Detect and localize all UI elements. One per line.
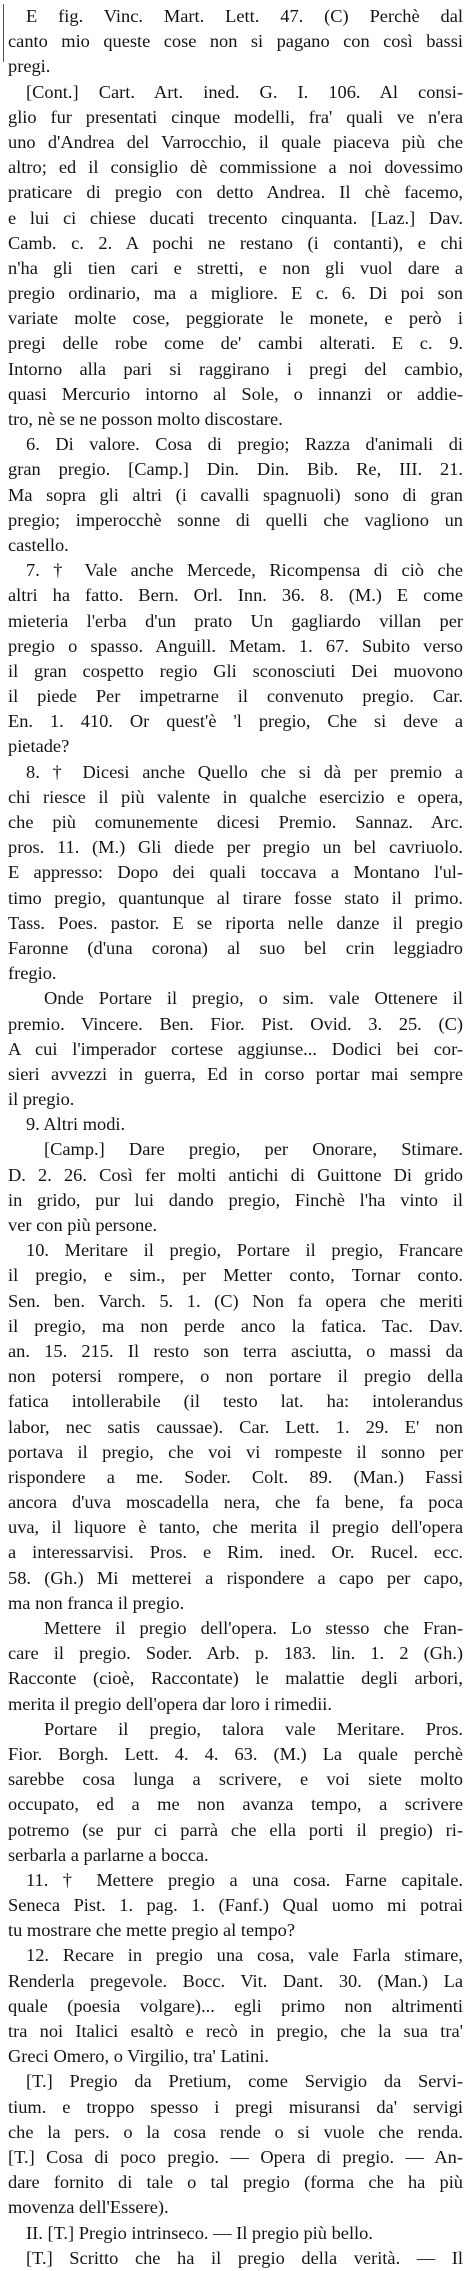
text-line: Camb. c. 2. A pochi ne restano (i contanti), e chi	[8, 232, 463, 253]
text-line: castello.	[8, 534, 69, 555]
text-line: 6. Di valore. Cosa di pregio; Razza d'animali di	[26, 434, 463, 455]
text-line: ancora d'uva moscadella nera, che fa bene, fa poca	[8, 1492, 463, 1513]
text-line: pregio ordinario, ma a migliore. E c. 6. Di poi son	[8, 283, 463, 304]
text-line: E appresso: Dopo dei quali toccava a Montano l'ul-	[8, 862, 463, 883]
text-line: Seneca Pist. 1. pag. 1. (Fanf.) Qual uomo mi potrai	[8, 1895, 463, 1916]
text-line: sieri avvezzi in guerra, Ed in corso portar mai sempre	[8, 1063, 463, 1084]
text-line: timo pregio, quantunque al tirare fosse stato il primo.	[8, 887, 463, 908]
text-line: pregio o spasso. Anguill. Metam. 1. 67. Subito verso	[8, 635, 463, 656]
text-line: potremo (se pur ci parrà che ella porti il pregio) ri-	[8, 1819, 463, 1840]
text-line: il pregio, e sim., per Metter conto, Tornar conto.	[8, 1265, 463, 1286]
text-line: serbarla a parlarne a bocca.	[8, 1844, 209, 1865]
text-line: En. 1. 410. Or quest'è 'l pregio, Che si deve a	[8, 711, 463, 732]
text-line: quale (poesia volgare)... egli primo non altrimenti	[8, 1995, 463, 2016]
text-line: glio fur presentati cinque modelli, fra' quali ve n'era	[8, 106, 463, 127]
text-line: 9. Altri modi.	[26, 1114, 126, 1135]
text-line: Renderla pregevole. Bocc. Vit. Dant. 30. (Man.) La	[8, 1970, 463, 1991]
text-line: 58. (Gh.) Mi metterei a rispondere a capo per capo,	[8, 1567, 463, 1588]
text-line: Intorno alla pari si raggirano i pregi del cambio,	[8, 358, 463, 379]
text-line: [T.] Pregio da Pretium, come Servigio da Servi-	[26, 2071, 463, 2092]
text-line: tra noi Italici esaltò e recò in pregio, che la sua tra'	[8, 2021, 463, 2041]
text-line: dare fornito di tale o tal pregio (forma che ha più	[8, 2172, 463, 2193]
text-line: pregio; imperocchè sonne di quelli che vagliono un	[8, 509, 463, 530]
text-line: [T.] Scritto che ha il pregio della verità. — Il	[26, 2247, 463, 2268]
text-line: D. 2. 26. Così fer molti antichi di Guittone Di grido	[8, 1164, 463, 1185]
text-line: in grido, pur lui dando pregio, Finchè l'ha vinto il	[8, 1189, 463, 1210]
text-line: fatica intollerabile (il testo lat. ha: intolerandus	[8, 1391, 463, 1412]
text-line: Tass. Poes. pastor. E se riporta nelle danze il pregio	[8, 912, 463, 933]
text-line: tium. e troppo spesso i pregi misuransi da' servigi	[8, 2096, 463, 2117]
text-line: il piede Per impetrarne il convenuto pregio. Car.	[8, 686, 463, 707]
text-line: rispondere a me. Soder. Colt. 89. (Man.) Fassi	[8, 1466, 463, 1487]
text-line: Fior. Borgh. Lett. 4. 4. 63. (M.) La quale perchè	[8, 1743, 463, 1764]
text-line: uno d'Andrea del Varrocchio, il quale piaceva più che	[8, 131, 463, 152]
text-line: an. 15. 215. Il resto son terra asciutta, o massi da	[8, 1340, 463, 1361]
text-line: non potersi rompere, o non portare il pregio della	[8, 1366, 463, 1387]
text-line: uva, il liquore è tanto, che merita il pregio dell'opera	[8, 1517, 463, 1538]
text-line: e lui ci chiese ducati trecento cinquanta. [Laz.] Dav.	[8, 207, 463, 228]
text-line: pros. 11. (M.) Gli diede per pregio un bel cavriuolo.	[8, 837, 463, 858]
text-line: il gran cospetto regio Gli sconosciuti Dei muovono	[8, 660, 463, 681]
margin-rule	[3, 4, 4, 62]
text-line: Sen. ben. Varch. 5. 1. (C) Non fa opera che meriti	[8, 1290, 463, 1311]
text-line: fregio.	[8, 963, 57, 984]
text-line: ver con più persone.	[8, 1215, 158, 1235]
text-line: premio. Vincere. Ben. Fior. Pist. Ovid. 3. 25. (C)	[8, 1013, 463, 1034]
text-line: che più comunemente dicesi Premio. Sannaz. Arc.	[8, 812, 463, 832]
text-line: 8. † Dicesi anche Quello che si dà per premio a	[26, 761, 463, 782]
text-line: 10. Meritare il pregio, Portare il pregio, Francare	[26, 1240, 463, 1261]
text-line: il pregio, ma non perde anco la fatica. Tac. Dav.	[8, 1315, 463, 1336]
text-line: portava il pregio, che voi vi rompeste il sonno per	[8, 1441, 463, 1462]
text-line: 7. † Vale anche Mercede, Ricompensa di ciò che	[26, 560, 463, 581]
text-line: [Cont.] Cart. Art. ined. G. I. 106. Al consi-	[26, 81, 463, 102]
text-line: variate molte cose, peggiorate le monete, e però i	[8, 308, 463, 329]
text-line: Faronne (d'una corona) al suo bel crin leggiadro	[8, 937, 463, 958]
text-line: Portare il pregio, talora vale Meritare. Pros.	[44, 1718, 463, 1739]
text-line: 11. † Mettere pregio a una cosa. Farne capitale.	[26, 1869, 463, 1890]
text-line: occupato, ed a me non avanza tempo, a scrivere	[8, 1794, 463, 1815]
text-line: pietade?	[8, 736, 70, 757]
text-line: gran pregio. [Camp.] Din. Din. Bib. Re, III. 21.	[8, 459, 463, 480]
text-line: che la pers. o la cosa rende o si vuole che renda.	[8, 2121, 463, 2142]
text-line: [Camp.] Dare pregio, per Onorare, Stimare.	[44, 1139, 463, 1160]
text-line: tro, nè se ne posson molto discostare.	[8, 409, 283, 429]
text-line: Greci Omero, o Virgilio, tra' Latini.	[8, 2046, 269, 2067]
text-line: altro; ed il consiglio dè commissione a noi dovessimo	[8, 157, 463, 178]
text-line: ma non franca il pregio.	[8, 1592, 185, 1613]
text-line: labor, nec satis caussae). Car. Lett. 1. 29. E' non	[8, 1416, 463, 1437]
entry-text	[8, 4, 463, 2271]
text-line: pregi.	[8, 56, 51, 77]
text-line: movenza dell'Essere).	[8, 2197, 169, 2218]
text-line: Ma sopra gli altri (i cavalli spagnuoli) sono di gran	[8, 484, 463, 505]
text-line: A cui l'imperador cortese aggiunse... Dodici bei cor-	[8, 1038, 463, 1059]
text-line: Racconte (cioè, Raccontate) le malattie degli arbori,	[8, 1668, 463, 1689]
text-line: E fig. Vinc. Mart. Lett. 47. (C) Perchè dal	[26, 6, 463, 26]
text-line: [T.] Cosa di poco pregio. — Opera di pregio. — An-	[8, 2146, 463, 2167]
text-line: quasi Mercurio intorno al Sole, o innanzi or addie-	[8, 383, 463, 404]
text-line: il pregio.	[8, 1089, 75, 1110]
text-line: care il pregio. Soder. Arb. p. 183. lin. 1. 2 (Gh.)	[8, 1643, 463, 1664]
text-line: 12. Recare in pregio una cosa, vale Farla stimare,	[26, 1945, 463, 1966]
text-line: sarebbe cosa lunga a scrivere, e voi siete molto	[8, 1769, 463, 1790]
text-line: altri ha fatto. Bern. Orl. Inn. 36. 8. (M.) E come	[8, 585, 463, 606]
text-line: Onde Portare il pregio, o sim. vale Ottenere il	[44, 988, 463, 1009]
text-line: mieteria l'erba d'un prato Un gagliardo villan per	[8, 610, 463, 631]
text-line: II. [T.] Pregio intrinseco. — Il pregio più bello.	[26, 2222, 373, 2243]
text-line: pregi delle robe come de' cambi alterati. E c. 9.	[8, 333, 463, 354]
text-line: canto mio queste cose non si pagano con così bassi	[8, 31, 463, 52]
text-line: n'ha gli tien cari e stretti, e non gli vuol dare a	[8, 257, 463, 278]
text-line: a interessarvisi. Pros. e Rim. ined. Or. Rucel. ecc.	[8, 1542, 463, 1563]
text-line: praticare di pregio con detto Andrea. Il chè facemo,	[8, 182, 463, 203]
text-line: tu mostrare che mette pregio al tempo?	[8, 1920, 295, 1941]
text-line: chi riesce il più valente in qualche esercizio e opera,	[8, 786, 463, 807]
text-line: merita il pregio dell'opera dar loro i rimedii.	[8, 1693, 333, 1714]
text-line: Mettere il pregio dell'opera. Lo stesso che Fran-	[44, 1618, 463, 1638]
